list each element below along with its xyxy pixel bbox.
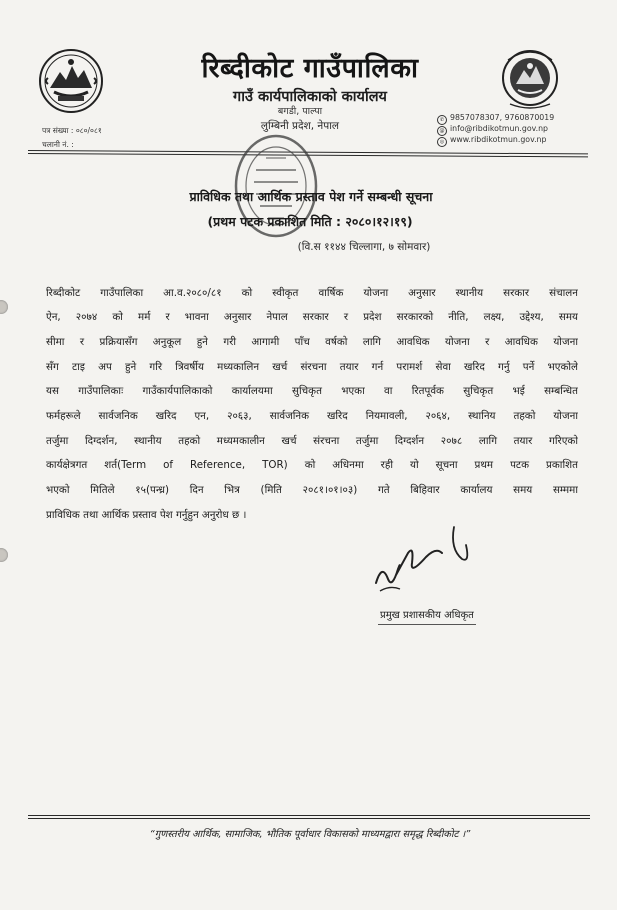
address-line-1: बगडी, पाल्पा (277, 106, 323, 117)
body-line: ऐन, २०७४ को मर्म र भावना अनुसार नेपाल सरकार र प्रदेश सरकारको नीति, लक्ष्य, उद्देश्य, समय (46, 311, 578, 323)
body-line: भएको मितिले १५(पन्ध्र) दिन भित्र (मिति २०८१।०१।०३) गते बिहिवार कार्यालय समय सम्ममा (46, 484, 578, 496)
phone-icon: ✆ (437, 115, 447, 125)
contact-email: @ info@ribdikotmun.gov.np (437, 124, 548, 136)
signature-icon (370, 523, 480, 599)
contact-website: ◎ www.ribdikotmun.gov.np (437, 135, 546, 147)
email-icon: @ (437, 126, 447, 136)
globe-icon: ◎ (437, 137, 447, 147)
punch-hole-top (0, 300, 8, 314)
footer-rule-thin (28, 818, 590, 819)
ref-number: पत्र संख्या : ०८०/०८१ (42, 126, 102, 135)
nepal-emblem-icon (38, 48, 104, 114)
footer-rule (28, 815, 590, 816)
bs-date: (वि.स ११४४ चिल्लागा, ७ सोमवार) (297, 241, 431, 253)
body-line: रिब्दीकोट गाउँपालिका आ.व.२०८०/८१ को स्वीकृत वार्षिक योजना अनुसार स्थानीय सरकार संचालन (46, 287, 578, 299)
punch-hole-bottom (0, 548, 8, 562)
contact-phone: ✆ 9857078307, 9760870019 (437, 113, 554, 125)
org-subtitle: गाउँ कार्यपालिकाको कार्यालय (233, 89, 387, 105)
body-line: यस गाउँपालिकाः गाउँकार्यपालिकाको कार्यालयमा सुचिकृत भएका वा रितपूर्वक सुचिकृत भई सम्बन्धित (46, 385, 578, 397)
dispatch-number: चलानी नं. : (42, 140, 74, 149)
body-line: प्राविधिक तथा आर्थिक प्रस्ताव पेश गर्नुहुन अनुरोध छ । (46, 509, 247, 521)
footer-motto: “गुणस्तरीय आर्थिक, सामाजिक, भौतिक पूर्वाधार विकासको माध्यमद्वारा समृद्ध रिब्दीकोट ।” (149, 829, 471, 840)
body-line: सीमा र प्रक्रियासँग अनुकूल हुने गरी आगामी पाँच वर्षको लागि आवधिक योजना र आवधिक योजना (46, 336, 578, 348)
signatory-title: प्रमुख प्रशासकीय अधिकृत (378, 603, 490, 625)
org-title: रिब्दीकोट गाउँपालिका (201, 53, 419, 84)
first-published-date: (प्रथम पटक प्रकाशित मिति : २०८०।१२।१९) (207, 214, 413, 229)
body-line: कार्यक्षेत्रगत शर्त(Term of Reference, TOR) को अधिनमा रही यो सूचना प्रथम पटक प्रकाशित (46, 459, 578, 471)
body-line: तर्जुमा दिग्दर्शन, स्थानीय तहको मध्यमकालीन खर्च संरचना तर्जुमा दिग्दर्शन २०७८ लागि तयार गरिएको (46, 435, 578, 447)
address-line-2: लुम्बिनी प्रदेश, नेपाल (260, 120, 340, 132)
body-line: सँग टाइ अप हुने गरि त्रिवर्षीय मध्यकालिन खर्च संरचना तयार गर्न परामर्श सेवा खरिद गर्नु पर्ने भएकोले (46, 361, 578, 373)
body-line: फर्महरूले सार्वजनिक खरिद एन, २०६३, सार्वजनिक खरिद नियमावली, २०६४, स्थानिय तहको योजना (46, 410, 578, 422)
notice-heading: प्राविधिक तथा आर्थिक प्रस्ताव पेश गर्ने सम्बन्धी सूचना (189, 189, 433, 204)
